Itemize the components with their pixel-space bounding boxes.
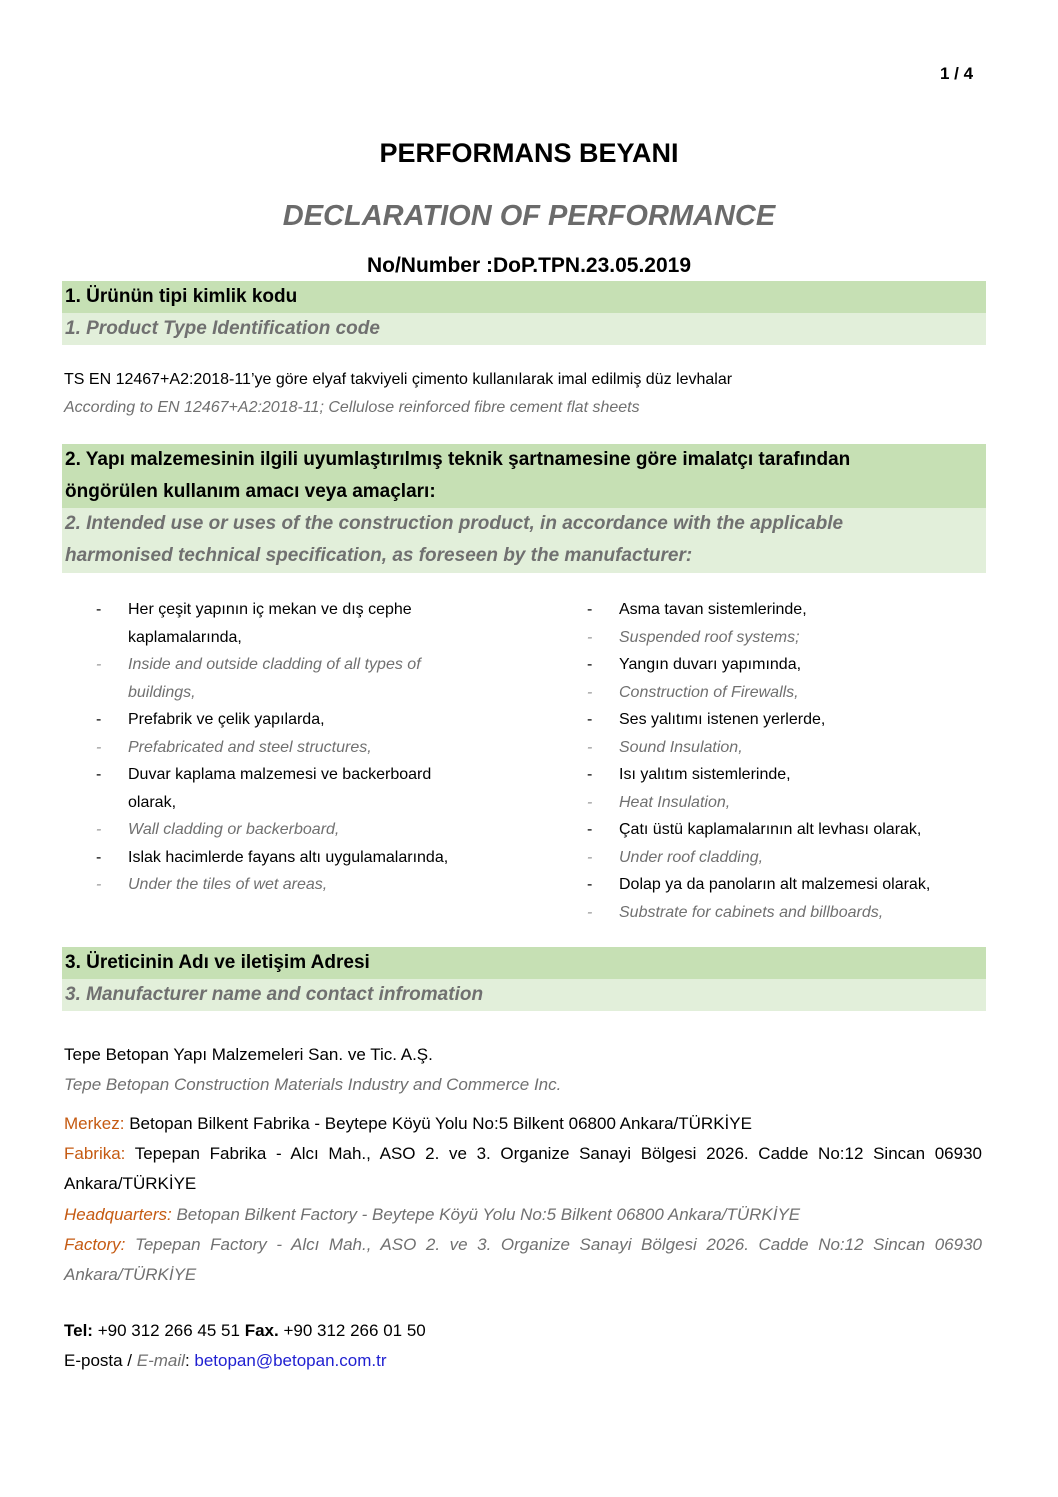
headquarters-text: Betopan Bilkent Factory - Beytepe Köyü Yolu No:5 Bilkent 06800 Ankara/TÜRKİYE [171, 1205, 801, 1224]
list-item-text: Wall cladding or backerboard, [128, 821, 340, 838]
tel-label: Tel: [64, 1321, 93, 1340]
list-item-text: Duvar kaplama malzemesi ve backerboard olarak, [128, 766, 432, 811]
list-item [587, 871, 987, 899]
page-subtitle: DECLARATION OF PERFORMANCE [282, 200, 776, 232]
list-item-text: Ses yalıtımı istenen yerlerde, [619, 711, 826, 728]
merkez-label: Merkez: [64, 1114, 125, 1133]
list-dash: - [96, 848, 102, 866]
list-item-text: Çatı üstü kaplamalarının alt levhası olarak, [619, 821, 922, 838]
section1-heading-tr: 1. Ürünün tipi kimlik kodu [62, 281, 986, 313]
fabrika-address [64, 1139, 982, 1199]
list-dash: - [587, 903, 593, 921]
section3-heading-tr: 3. Üreticinin Adı ve iletişim Adresi [62, 947, 986, 979]
list-item-text: Sound Insulation, [619, 738, 743, 756]
list-dash: - [96, 766, 102, 783]
list-item-text: Under the tiles of wet areas, [128, 876, 328, 893]
intended-use-list-left [96, 596, 476, 899]
page-number: 1 / 4 [940, 64, 974, 83]
list-item [587, 679, 987, 707]
list-item-text: Isı yalıtım sistemlerinde, [619, 766, 791, 783]
company-name-tr: Tepe Betopan Yapı Malzemeleri San. ve Tic. A.Ş. [64, 1045, 433, 1064]
fabrika-text: Tepepan Fabrika - Alcı Mah., ASO 2. ve 3. Organize Sanayi Bölgesi 2026. Cadde No:12 Sincan 06930 Ankara/TÜRKİYE [64, 1144, 982, 1193]
list-item [96, 596, 476, 651]
list-item [587, 899, 987, 927]
list-item-text: Asma tavan sistemlerinde, [619, 601, 807, 618]
list-dash: - [96, 821, 102, 838]
list-dash: - [587, 711, 593, 728]
list-item-text: Islak hacimlerde fayans altı uygulamalarında, [128, 848, 449, 866]
list-item [587, 706, 987, 734]
intended-use-list-right [587, 596, 987, 926]
list-item [587, 651, 987, 679]
list-dash: - [587, 821, 593, 838]
section2-heading-en [62, 508, 986, 573]
section1-text-en: According to EN 12467+A2:2018-11; Cellulose reinforced fibre cement flat sheets [64, 399, 640, 416]
list-dash: - [587, 738, 593, 756]
list-item-text: Heat Insulation, [619, 793, 731, 811]
page-title: PERFORMANS BEYANI [379, 138, 679, 168]
list-item-text: Dolap ya da panoların alt malzemesi olarak, [619, 876, 931, 893]
section2-heading-tr-line2: öngörülen kullanım amacı veya amaçları: [65, 481, 436, 502]
list-item-text: Inside and outside cladding of all types of buildings, [128, 656, 421, 701]
list-item [96, 706, 476, 734]
list-dash: - [587, 683, 593, 701]
email-link[interactable]: betopan@betopan.com.tr [194, 1351, 387, 1370]
list-item [96, 871, 476, 899]
list-item-text: Prefabricated and steel structures, [128, 738, 372, 756]
list-item-text: Under roof cladding, [619, 848, 764, 866]
list-item-text: Substrate for cabinets and billboards, [619, 903, 884, 921]
list-item [587, 761, 987, 789]
email-colon: : [184, 1351, 195, 1370]
list-dash: - [96, 656, 102, 673]
factory-text: Tepepan Factory - Alcı Mah., ASO 2. ve 3. Organize Sanayi Bölgesi 2026. Cadde No:12 Sincan 06930 Ankara/TÜRKİYE [64, 1235, 982, 1284]
headquarters-label: Headquarters: [64, 1205, 172, 1224]
factory-label: Factory: [64, 1235, 126, 1254]
list-item-text: Suspended roof systems; [619, 628, 800, 646]
section1-text-tr: TS EN 12467+A2:2018-11’ye göre elyaf takviyeli çimento kullanılarak imal edilmiş düz levhalar [64, 371, 733, 388]
merkez-address [64, 1109, 982, 1139]
list-dash: - [96, 738, 102, 756]
list-dash: - [96, 601, 102, 618]
list-dash: - [587, 766, 593, 783]
fax-label: Fax. [244, 1321, 279, 1340]
contact-email [64, 1346, 387, 1376]
list-item-text: Her çeşit yapının iç mekan ve dış cephe kaplamalarında, [128, 601, 412, 646]
eposta-label: E-posta / [64, 1351, 137, 1370]
fabrika-label: Fabrika: [64, 1144, 126, 1163]
list-dash: - [587, 656, 593, 673]
email-label: E-mail [136, 1351, 185, 1370]
list-item-text: Yangın duvarı yapımında, [619, 656, 802, 673]
contact-phone-fax [64, 1316, 426, 1346]
list-item [587, 816, 987, 844]
tel-value: +90 312 266 45 51 [92, 1321, 245, 1340]
section2-heading-tr [62, 444, 986, 508]
headquarters-address [64, 1200, 982, 1230]
company-name-en: Tepe Betopan Construction Materials Industry and Commerce Inc. [64, 1075, 562, 1094]
list-item [587, 734, 987, 762]
document-number: No/Number :DoP.TPN.23.05.2019 [366, 254, 692, 277]
list-dash: - [587, 628, 593, 646]
list-item [96, 734, 476, 762]
section3-heading-en: 3. Manufacturer name and contact infromation [62, 979, 986, 1011]
list-item [587, 789, 987, 817]
section2-heading-tr-line1: 2. Yapı malzemesinin ilgili uyumlaştırılmış teknik şartnamesine göre imalatçı tarafından [65, 449, 851, 470]
list-item [96, 651, 476, 706]
list-item-text: Prefabrik ve çelik yapılarda, [128, 711, 325, 728]
section2-heading-en-line2: harmonised technical specification, as foreseen by the manufacturer: [65, 545, 693, 566]
list-dash: - [96, 876, 102, 893]
section2-heading-en-line1: 2. Intended use or uses of the construction product, in accordance with the applicable [65, 513, 844, 534]
section1-heading-en: 1. Product Type Identification code [62, 313, 986, 345]
fax-value: +90 312 266 01 50 [278, 1321, 426, 1340]
list-item [587, 624, 987, 652]
list-dash: - [96, 711, 102, 728]
list-dash: - [587, 848, 593, 866]
list-dash: - [587, 876, 593, 893]
list-dash: - [587, 793, 593, 811]
list-item [96, 761, 476, 816]
list-item [96, 816, 476, 844]
factory-address [64, 1230, 982, 1290]
list-item-text: Construction of Firewalls, [619, 683, 799, 701]
list-item [96, 844, 476, 872]
merkez-text: Betopan Bilkent Fabrika - Beytepe Köyü Yolu No:5 Bilkent 06800 Ankara/TÜRKİYE [124, 1114, 752, 1133]
list-item [587, 844, 987, 872]
list-dash: - [587, 601, 593, 618]
list-item [587, 596, 987, 624]
